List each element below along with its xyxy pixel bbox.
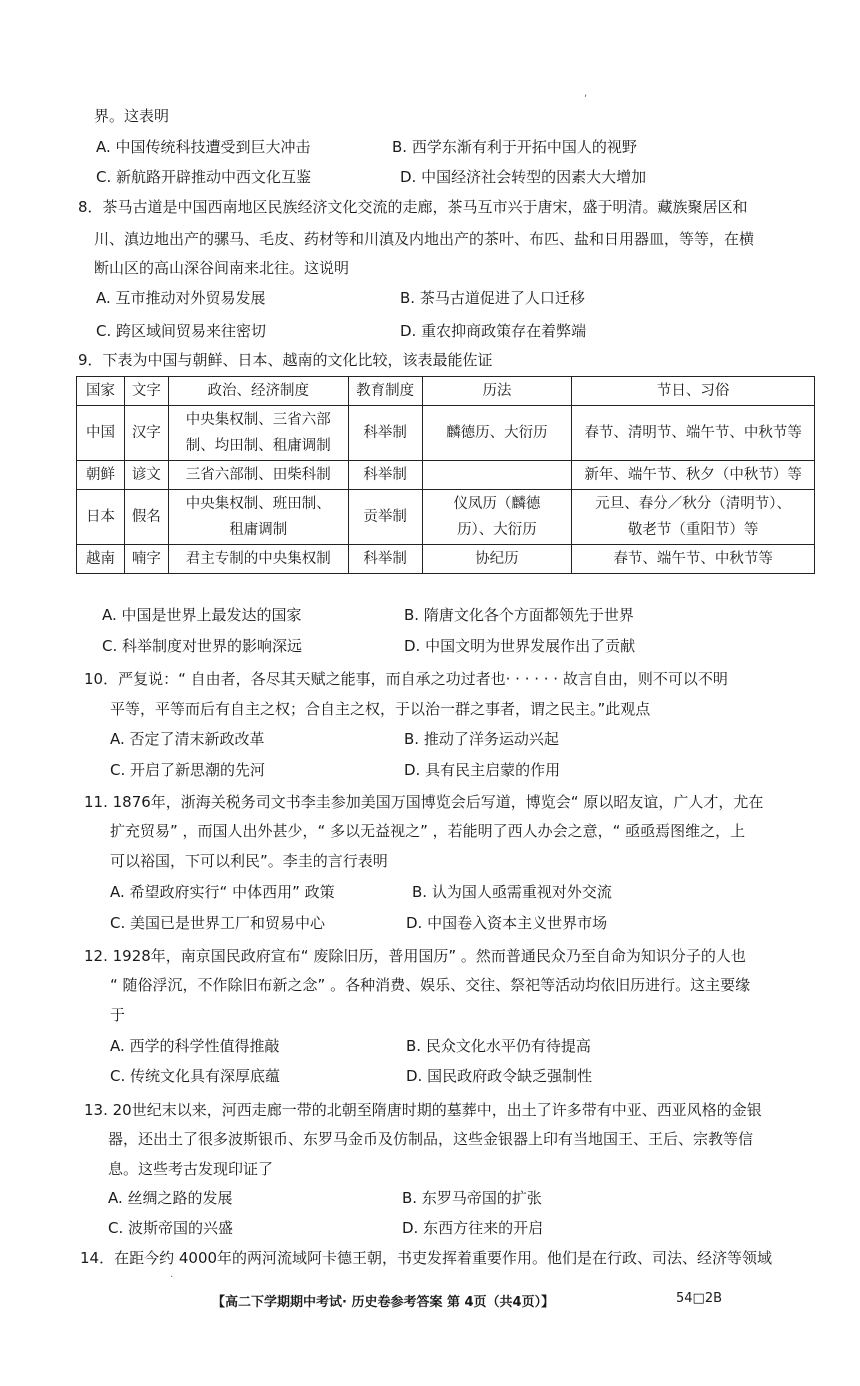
q7-stem-end: 界。这表明 <box>94 107 170 125</box>
script-cell: 假名 <box>124 490 168 545</box>
script-cell: 谚文 <box>124 461 168 490</box>
script-cell: 喃字 <box>124 545 168 574</box>
scan-speck: · <box>170 1272 174 1283</box>
q8-option-d: D. 重农抑商政策存在着弊端 <box>400 322 587 340</box>
education-cell: 贡举制 <box>348 490 422 545</box>
q12-option-a: A. 西学的科学性值得推敲 <box>110 1037 280 1055</box>
q8-stem-line3: 断山区的高山深谷间南来北往。这说明 <box>94 259 350 277</box>
q10-option-b: B. 推动了洋务运动兴起 <box>404 730 559 748</box>
q8-stem-line1: 8．茶马古道是中国西南地区民族经济文化交流的走廊，茶马互市兴于唐宋，盛于明清。藏族聚居区和 <box>78 198 748 216</box>
calendar-cell: 协纪历 <box>422 545 572 574</box>
calendar-cell: 仪凤历（麟德 历）、大衍历 <box>422 490 572 545</box>
q13-option-d: D. 东西方往来的开启 <box>402 1219 544 1237</box>
q10-stem-line1: 10．严复说：“ 自由者，各尽其天赋之能事，而自承之功过者也· · · · · · 故言自由，则不可以不明 <box>84 670 728 688</box>
system-cell: 三省六部制、田柴科制 <box>168 461 348 490</box>
table-row <box>77 545 815 574</box>
culture-comparison-table <box>76 376 815 574</box>
q12-stem-line3: 于 <box>110 1006 126 1024</box>
q13-stem-line1: 13. 20世纪末以来，河西走廊一带的北朝至隋唐时期的墓葬中，出土了许多带有中亚、西亚风格的金银 <box>84 1101 762 1119</box>
table-header-row <box>77 377 815 406</box>
q10-option-a: A. 否定了清末新政改革 <box>110 730 265 748</box>
table-header-cell: 政治、经济制度 <box>168 377 348 406</box>
q8-option-b: B. 茶马古道促进了人口迁移 <box>400 289 585 307</box>
scan-speck: , <box>584 88 588 99</box>
table-row <box>77 461 815 490</box>
q12-option-d: D. 国民政府政令缺乏强制性 <box>406 1067 593 1085</box>
table-row <box>77 406 815 461</box>
q8-stem-line2: 川、滇边地出产的骡马、毛皮、药材等和川滇及内地出产的茶叶、布匹、盐和日用器皿，等等，在横 <box>94 230 755 248</box>
festival-cell: 春节、清明节、端午节、中秋节等 <box>572 406 815 461</box>
table-row <box>77 490 815 545</box>
q10-stem-line2: 平等，平等而后有自主之权；合自主之权，于以治一群之事者，谓之民主。”此观点 <box>110 700 651 718</box>
q9-option-a: A. 中国是世界上最发达的国家 <box>102 606 302 624</box>
q13-stem-line2: 器，还出土了很多波斯银币、东罗马金币及仿制品，这些金银器上印有当地国王、王后、宗教等信 <box>108 1130 754 1148</box>
q11-option-b: B. 认为国人亟需重视对外交流 <box>412 883 612 901</box>
q8-option-c: C. 跨区域间贸易来往密切 <box>96 322 267 340</box>
q7-option-d: D. 中国经济社会转型的因素大大增加 <box>400 168 647 186</box>
table-header-cell: 历法 <box>422 377 572 406</box>
q13-option-a: A. 丝绸之路的发展 <box>108 1189 233 1207</box>
education-cell: 科举制 <box>348 461 422 490</box>
q12-stem-line2: “ 随俗浮沉，不作除旧布新之念” 。各种消费、娱乐、交往、祭祀等活动均依旧历进行。这主要缘 <box>110 976 751 994</box>
system-cell: 中央集权制、三省六部 制、均田制、租庸调制 <box>168 406 348 461</box>
calendar-cell: 麟德历、大衍历 <box>422 406 572 461</box>
q7-option-c: C. 新航路开辟推动中西文化互鉴 <box>96 168 312 186</box>
country-cell: 中国 <box>77 406 125 461</box>
q7-option-b: B. 西学东渐有利于开拓中国人的视野 <box>392 138 637 156</box>
q11-option-c: C. 美国已是世界工厂和贸易中心 <box>110 914 326 932</box>
table-header-cell: 节日、习俗 <box>572 377 815 406</box>
q9-stem: 9．下表为中国与朝鲜、日本、越南的文化比较，该表最能佐证 <box>78 351 493 369</box>
education-cell: 科举制 <box>348 545 422 574</box>
q10-option-c: C. 开启了新思潮的先河 <box>110 761 266 779</box>
q9-option-c: C. 科举制度对世界的影响深远 <box>102 637 303 655</box>
festival-cell: 春节、端午节、中秋节等 <box>572 545 815 574</box>
table-header-cell: 教育制度 <box>348 377 422 406</box>
festival-cell: 元旦、春分／秋分（清明节）、 敬老节（重阳节）等 <box>572 490 815 545</box>
q13-option-b: B. 东罗马帝国的扩张 <box>402 1189 542 1207</box>
q9-option-d: D. 中国文明为世界发展作出了贡献 <box>404 637 636 655</box>
q10-option-d: D. 具有民主启蒙的作用 <box>404 761 561 779</box>
festival-cell: 新年、端午节、秋夕（中秋节）等 <box>572 461 815 490</box>
system-cell: 中央集权制、班田制、 租庸调制 <box>168 490 348 545</box>
q12-option-c: C. 传统文化具有深厚底蕴 <box>110 1067 281 1085</box>
country-cell: 越南 <box>77 545 125 574</box>
page-footer: 【高二下学期期中考试· 历史卷参考答案 第 4页（共4页）】 <box>212 1295 555 1310</box>
table-header-cell: 文字 <box>124 377 168 406</box>
table-header-cell: 国家 <box>77 377 125 406</box>
q11-option-a: A. 希望政府实行“ 中体西用” 政策 <box>110 883 335 901</box>
calendar-cell <box>422 461 572 490</box>
country-cell: 朝鲜 <box>77 461 125 490</box>
q13-option-c: C. 波斯帝国的兴盛 <box>108 1219 234 1237</box>
education-cell: 科举制 <box>348 406 422 461</box>
q11-stem-line1: 11. 1876年，浙海关税务司文书李圭参加美国万国博览会后写道，博览会“ 原以昭友谊，广人才，尤在 <box>84 793 764 811</box>
q12-option-b: B. 民众文化水平仍有待提高 <box>406 1037 591 1055</box>
script-cell: 汉字 <box>124 406 168 461</box>
q8-option-a: A. 互市推动对外贸易发展 <box>96 289 266 307</box>
footer-code: 54□2B <box>676 1291 723 1306</box>
q7-option-a: A. 中国传统科技遭受到巨大冲击 <box>96 138 311 156</box>
q11-option-d: D. 中国卷入资本主义世界市场 <box>406 914 608 932</box>
country-cell: 日本 <box>77 490 125 545</box>
system-cell: 君主专制的中央集权制 <box>168 545 348 574</box>
q11-stem-line2: 扩充贸易” ，而国人出外甚少，“ 多以无益视之” ，若能明了西人办会之意，“ 亟亟焉图维之，上 <box>110 822 746 840</box>
q9-option-b: B. 隋唐文化各个方面都领先于世界 <box>404 606 634 624</box>
q11-stem-line3: 可以裕国，下可以利民”。李圭的言行表明 <box>110 852 388 870</box>
q12-stem-line1: 12. 1928年，南京国民政府宣布“ 废除旧历，普用国历” 。然而普通民众乃至自命为知识分子的人也 <box>84 947 746 965</box>
q13-stem-line3: 息。这些考古发现印证了 <box>108 1160 274 1178</box>
q14-stem-line1: 14．在距今约 4000年的两河流域阿卡德王朝，书吏发挥着重要作用。他们是在行政、司法、经济等领域 <box>80 1249 773 1267</box>
